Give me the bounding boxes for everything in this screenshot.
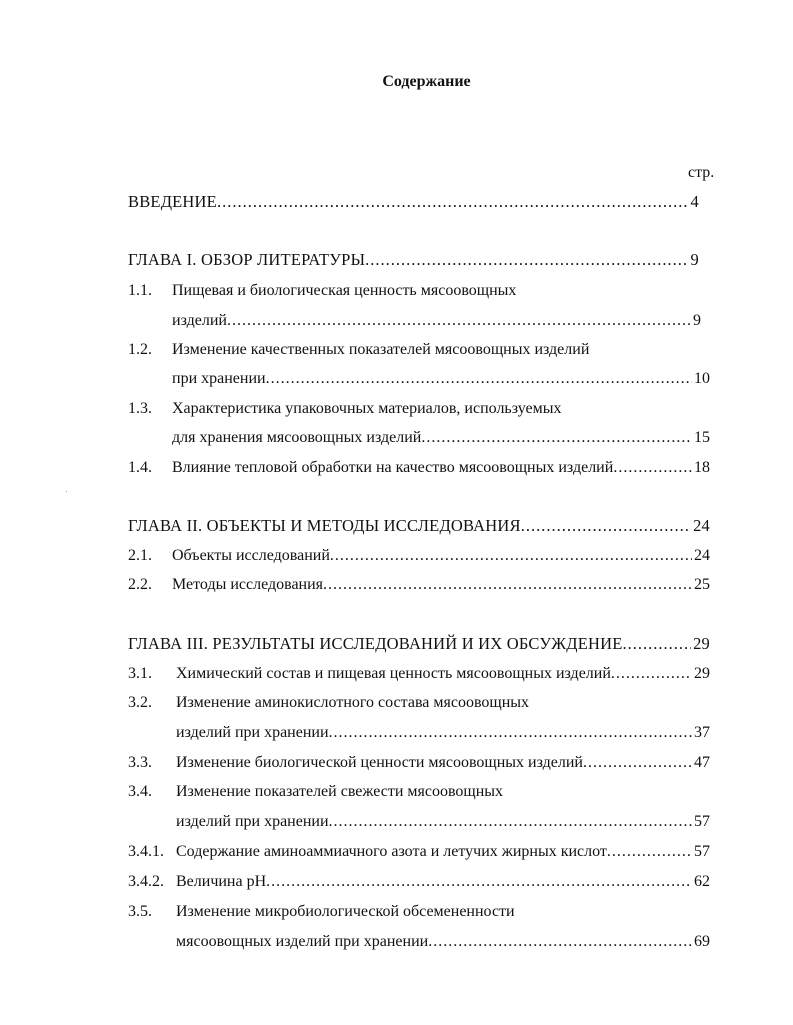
- toc-entry-title: Пищевая и биологическая ценность мясоовощных: [172, 282, 517, 299]
- toc-entry-page: 18: [694, 459, 710, 476]
- toc-entry-title: Содержание аминоаммиачного азота и летучих жирных кислот: [176, 843, 607, 860]
- toc-entry[interactable]: [0, 338, 793, 362]
- toc-entry-number: 2.1.: [128, 547, 152, 564]
- toc-entry[interactable]: [0, 248, 793, 272]
- toc-entry-number: 3.3.: [128, 754, 152, 771]
- toc-entry-number: 3.4.1.: [128, 843, 164, 860]
- leader-dots: [329, 721, 692, 745]
- toc-entry-title: Методы исследования: [172, 576, 324, 593]
- toc-entry-number: 3.5.: [128, 903, 152, 920]
- toc-entry[interactable]: [0, 632, 793, 656]
- leader-dots: [365, 248, 688, 272]
- toc-entry-page: 62: [694, 873, 710, 890]
- leader-dots: [266, 870, 692, 894]
- toc-entry[interactable]: [0, 900, 793, 924]
- toc-entry[interactable]: [0, 751, 793, 775]
- leader-dots: [521, 514, 691, 538]
- toc-entry-number: 3.4.2.: [128, 873, 164, 890]
- toc-entry-page: 24: [694, 547, 710, 564]
- toc-entry-title-cont: мясоовощных изделий при хранении: [176, 933, 429, 950]
- toc-entry-title: ГЛАВА I. ОБЗОР ЛИТЕРАТУРЫ: [128, 250, 366, 269]
- page-title: Содержание: [382, 73, 471, 90]
- toc-entry-page: 9: [693, 312, 701, 329]
- toc-entry-page: 47: [694, 754, 710, 771]
- page-column-label: стр.: [688, 164, 715, 181]
- leader-dots: [217, 190, 689, 214]
- leader-dots: [330, 544, 692, 568]
- leader-dots: [266, 367, 692, 391]
- toc-entry-page: 10: [694, 370, 710, 387]
- toc-entry-page: 57: [694, 813, 710, 830]
- toc-entry[interactable]: [0, 190, 793, 214]
- leader-dots: [607, 840, 692, 864]
- toc-entry[interactable]: [0, 573, 793, 597]
- leader-dots: [329, 810, 692, 834]
- leader-dots: [623, 632, 692, 656]
- toc-entry-number: 1.4.: [128, 459, 152, 476]
- toc-entry-continuation[interactable]: [0, 309, 793, 333]
- toc-entry-title: ВВЕДЕНИЕ: [128, 192, 217, 211]
- toc-entry-title: Изменение качественных показателей мясоовощных изделий: [172, 341, 590, 358]
- toc-entry-title: Изменение показателей свежести мясоовощных: [176, 783, 504, 800]
- leader-dots: [613, 456, 692, 480]
- toc-entry-continuation[interactable]: [0, 426, 793, 450]
- toc-entry-continuation[interactable]: [0, 367, 793, 391]
- toc-entry-title-cont: изделий при хранении: [176, 813, 329, 830]
- toc-entry-page: 37: [694, 724, 710, 741]
- toc-entry-continuation[interactable]: [0, 721, 793, 745]
- leader-dots: [227, 309, 691, 333]
- toc-entry-title: Изменение аминокислотного состава мясоовощных: [176, 694, 530, 711]
- toc-entry-title: ГЛАВА III. РЕЗУЛЬТАТЫ ИССЛЕДОВАНИЙ И ИХ ОБСУЖДЕНИЕ: [128, 634, 623, 653]
- toc-entry-page: 29: [694, 665, 710, 682]
- toc-entry-page: 9: [690, 250, 699, 269]
- toc-entry-title: Изменение микробиологической обсемененности: [176, 903, 515, 920]
- toc-entry-title: Характеристика упаковочных материалов, используемых: [172, 400, 562, 417]
- toc-entry-title-cont: для хранения мясоовощных изделий: [172, 429, 422, 446]
- leader-dots: [421, 426, 692, 450]
- toc-entry-page: 25: [694, 576, 710, 593]
- toc-entry-title: Влияние тепловой обработки на качество мясоовощных изделий: [172, 459, 614, 476]
- toc-entry-number: 1.1.: [128, 282, 152, 299]
- toc-entry-page: 15: [694, 429, 710, 446]
- leader-dots: [611, 662, 692, 686]
- toc-entry[interactable]: [0, 870, 793, 894]
- toc-entry-number: 2.2.: [128, 576, 152, 593]
- toc-entry-continuation[interactable]: [0, 930, 793, 954]
- toc-entry-number: 3.2.: [128, 694, 152, 711]
- toc-entry[interactable]: [0, 544, 793, 568]
- toc-entry-continuation[interactable]: [0, 810, 793, 834]
- toc-entry-title: Объекты исследований: [172, 547, 330, 564]
- toc-entry-number: 3.4.: [128, 783, 152, 800]
- toc-entry[interactable]: [0, 279, 793, 303]
- toc-entry-page: 57: [694, 843, 710, 860]
- toc-entry-title: Изменение биологической ценности мясоовощных изделий: [176, 754, 583, 771]
- toc-entry-page: 24: [693, 516, 710, 535]
- toc-entry-number: 3.1.: [128, 665, 152, 682]
- toc-entry-title: Величина рН: [176, 873, 267, 890]
- toc-entry[interactable]: [0, 691, 793, 715]
- toc-entry-page: 69: [694, 933, 710, 950]
- leader-dots: [323, 573, 692, 597]
- toc-entry-title-cont: при хранении: [172, 370, 266, 387]
- toc-entry-title-cont: изделий при хранении: [176, 724, 329, 741]
- toc-entry-title: ГЛАВА II. ОБЪЕКТЫ И МЕТОДЫ ИССЛЕДОВАНИЯ: [128, 516, 521, 535]
- scan-speck: [66, 491, 67, 492]
- toc-entry-title-cont: изделий: [172, 312, 227, 329]
- toc-entry-page: 4: [690, 192, 699, 211]
- leader-dots: [428, 930, 692, 954]
- toc-entry-title: Химический состав и пищевая ценность мясоовощных изделий: [176, 665, 611, 682]
- toc-entry[interactable]: [0, 780, 793, 804]
- toc-entry[interactable]: [0, 662, 793, 686]
- toc-entry[interactable]: [0, 514, 793, 538]
- toc-entry-number: 1.3.: [128, 400, 152, 417]
- toc-entry[interactable]: [0, 456, 793, 480]
- toc-entry-number: 1.2.: [128, 341, 152, 358]
- toc-entry[interactable]: [0, 397, 793, 421]
- toc-entry-page: 29: [693, 634, 710, 653]
- leader-dots: [583, 751, 692, 775]
- toc-entry[interactable]: [0, 840, 793, 864]
